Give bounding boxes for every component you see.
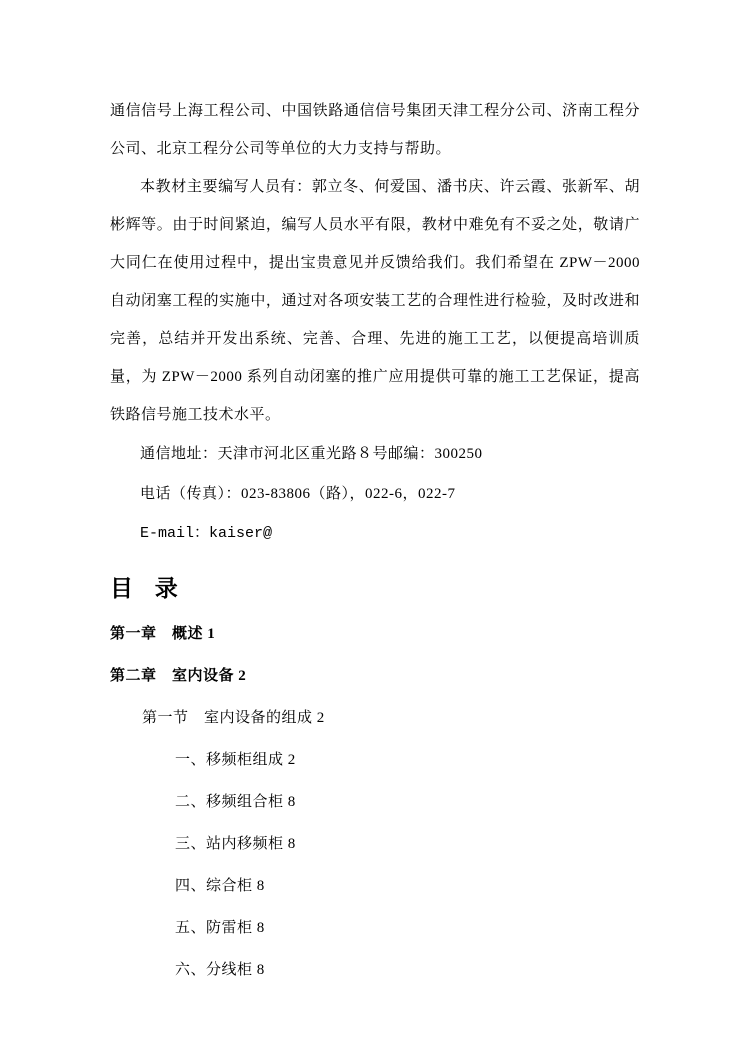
toc-entry-item-3: 三、站内移频柜 8: [175, 836, 296, 852]
toc-entry-chapter-2: 第二章 室内设备 2: [110, 668, 247, 684]
table-of-contents: [110, 613, 640, 991]
toc-entry-item-5: 五、防雷柜 8: [175, 920, 265, 936]
paragraph-acknowledgement: 通信信号上海工程公司、中国铁路通信信号集团天津工程分公司、济南工程分公司、北京工程分公司等单位的大力支持与帮助。: [110, 103, 640, 157]
phone-line: 电话（传真）：023-83806（路），022-6，022-7: [140, 486, 456, 502]
address-line: 通信地址：天津市河北区重光路８号邮编：300250: [140, 446, 483, 462]
email-line: E-mail：kaiser@: [140, 525, 273, 542]
toc-entry-item-4: 四、综合柜 8: [175, 878, 265, 894]
toc-entry-item-1: 一、移频柜组成 2: [175, 752, 296, 768]
toc-title: 目 录: [110, 576, 186, 601]
paragraph-authors: 本教材主要编写人员有：郭立冬、何爱国、潘书庆、许云霞、张新军、胡彬辉等。由于时间紧迫，编写人员水平有限，教材中难免有不妥之处，敬请广大同仁在使用过程中，提出宝贵意见并反馈给我们。我们希望在 ZPW－2000 自动闭塞工程的实施中，通过对各项安装工艺的合理性进行检验，及时改进和完善，总结并开发出系统、完善、合理、先进的施工工艺，以便提高培训质量，为 ZPW－2000 系列自动闭塞的推广应用提供可靠的施工工艺保证，提高铁路信号施工技术水平。: [110, 179, 640, 423]
toc-entry-chapter-1: 第一章 概述 1: [110, 626, 216, 642]
toc-entry-item-2: 二、移频组合柜 8: [175, 794, 296, 810]
toc-entry-section-1: 第一节 室内设备的组成 2: [142, 710, 325, 726]
toc-entry-item-6: 六、分线柜 8: [175, 962, 265, 978]
